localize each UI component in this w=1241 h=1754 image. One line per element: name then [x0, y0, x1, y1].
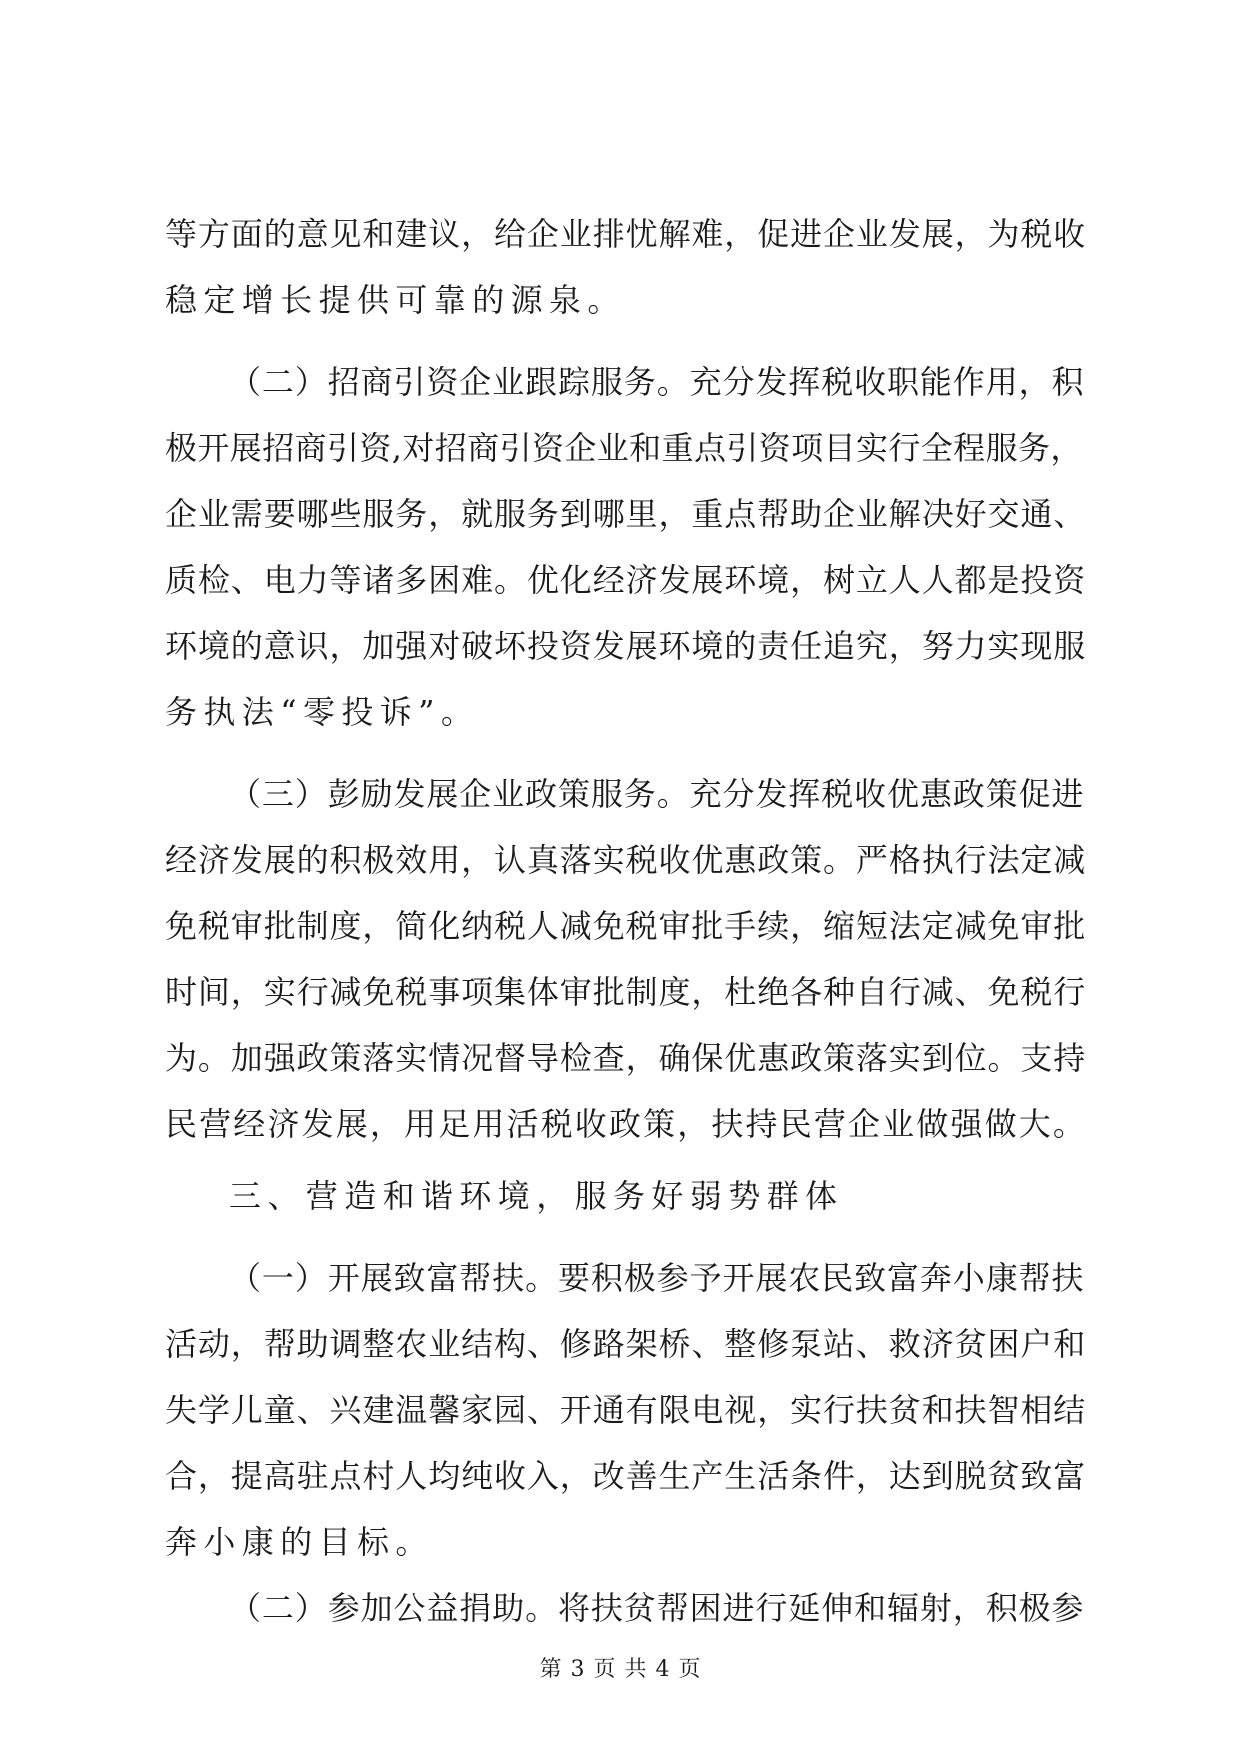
text-line: 稳定增长提供可靠的源泉。	[165, 281, 626, 319]
text-line: 免税审批制度，简化纳税人减免税审批手续，缩短法定减免审批	[165, 907, 1087, 945]
text-line: 等方面的意见和建议，给企业排忧解难，促进企业发展，为税收	[165, 215, 1087, 253]
text-line: 经济发展的积极效用，认真落实税收优惠政策。严格执行法定减	[165, 841, 1087, 879]
text-line: 企业需要哪些服务，就服务到哪里，重点帮助企业解决好交通、	[165, 495, 1087, 533]
text-line: 活动，帮助调整农业结构、修路架桥、整修泵站、救济贫困户和	[165, 1325, 1087, 1363]
section-heading-2-3: （三）彭励发展企业政策服务。充分发挥税收优惠政策促进	[229, 775, 1085, 813]
text-line: 质检、电力等诸多困难。优化经济发展环境，树立人人都是投资	[165, 561, 1087, 599]
text-line: 民营经济发展，用足用活税收政策，扶持民营企业做强做大。	[165, 1105, 1088, 1143]
text-line: 失学儿童、兴建温馨家园、开通有限电视，实行扶贫和扶智相结	[165, 1391, 1087, 1429]
text-line: 奔小康的目标。	[165, 1523, 434, 1561]
section-heading-2-2: （二）招商引资企业跟踪服务。充分发挥税收职能作用，积	[229, 363, 1085, 401]
text-line: 环境的意识，加强对破坏投资发展环境的责任追究，努力实现服	[165, 627, 1087, 665]
section-heading-3-1: （一）开展致富帮扶。要积极参予开展农民致富奔小康帮扶	[229, 1259, 1085, 1297]
text-line: 为。加强政策落实情况督导检查，确保优惠政策落实到位。支持	[165, 1039, 1087, 1077]
text-line: 务执法“零投诉”。	[165, 693, 480, 731]
section-heading-3-2: （二）参加公益捐助。将扶贫帮困进行延伸和辐射，积极参	[229, 1589, 1085, 1627]
section-heading-3: 三、营造和谐环境，服务好弱势群体	[229, 1177, 844, 1215]
text-line: 极开展招商引资,对招商引资企业和重点引资项目实行全程服务，	[165, 429, 1083, 467]
page-number-footer: 第 3 页 共 4 页	[539, 1657, 702, 1682]
text-line: 合，提高驻点村人均纯收入，改善生产生活条件，达到脱贫致富	[165, 1457, 1087, 1495]
text-line: 时间，实行减免税事项集体审批制度，杜绝各种自行减、免税行	[165, 973, 1087, 1011]
